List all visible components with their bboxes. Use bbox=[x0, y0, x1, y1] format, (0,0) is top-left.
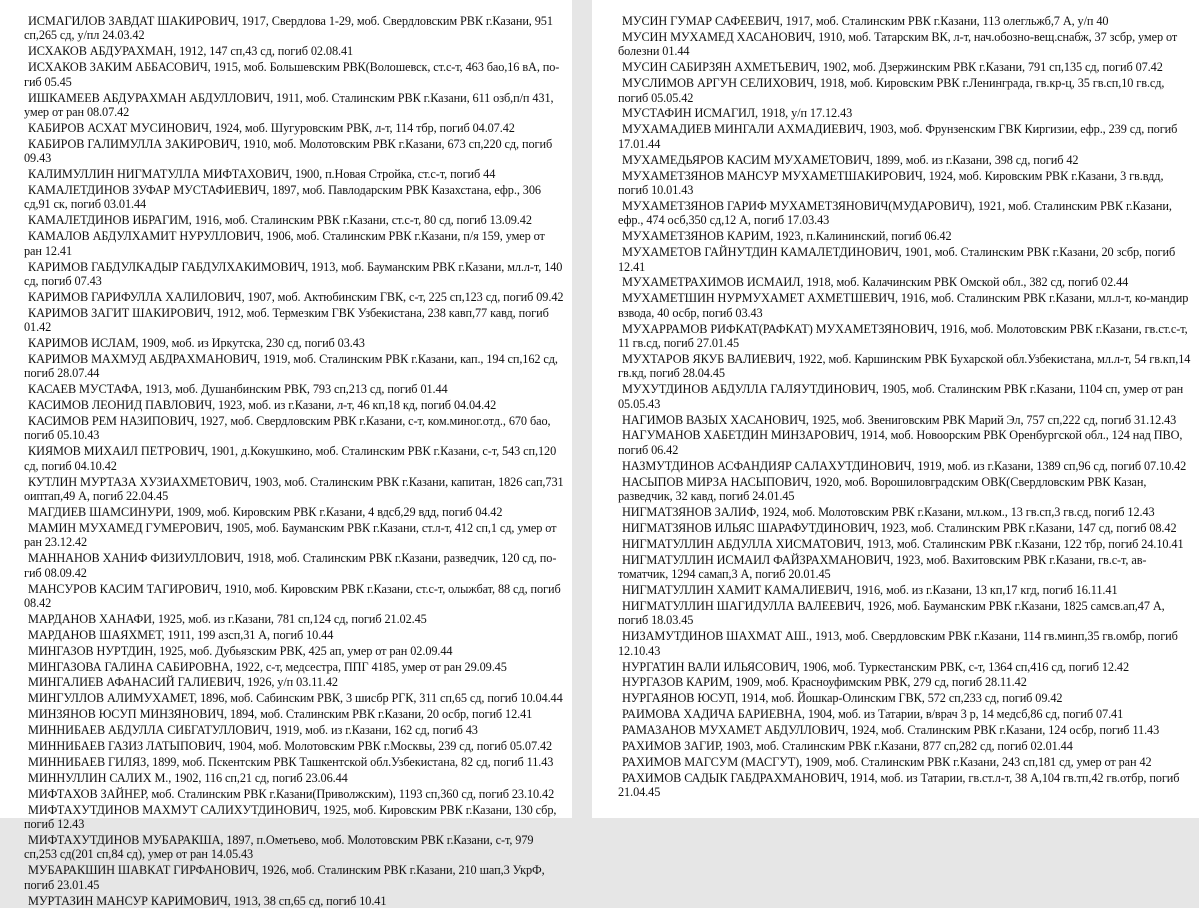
record-entry: МИННИБАЕВ ГАЗИЗ ЛАТЫПОВИЧ, 1904, моб. Молотовским РВК г.Москвы, 239 сд, погиб 05.07.42 bbox=[28, 739, 553, 754]
record-entry: НАГУМАНОВ ХАБЕТДИН МИНЗАРОВИЧ, 1914, моб. Новоорским РВК Оренбургской обл., 124 над ПВО, погиб 06.42 bbox=[618, 428, 1183, 457]
record-entry: МАНСУРОВ КАСИМ ТАГИРОВИЧ, 1910, моб. Кировским РВК г.Казани, ст.с-т, олыжбат, 88 сд, погиб 08.42 bbox=[24, 581, 561, 610]
record-entry: КАСАЕВ МУСТАФА, 1913, моб. Душанбинским РВК, 793 сп,213 сд, погиб 01.44 bbox=[28, 382, 448, 397]
record-entry: КАБИРОВ ГАЛИМУЛЛА ЗАКИРОВИЧ, 1910, моб. Молотовским РВК г.Казани, 673 сп,220 сд, погиб 09.43 bbox=[24, 136, 553, 166]
page-gap bbox=[572, 0, 592, 818]
record-entry: МИФТАХОВ ЗАЙНЕР, моб. Сталинским РВК г.Казани(Приволжским), 1193 сп,360 сд, погиб 23.10.42 bbox=[28, 786, 555, 801]
record-entry: НИГМАТУЛЛИН ШАГИДУЛЛА ВАЛЕЕВИЧ, 1926, моб. Бауманским РВК г.Казани, 1825 самсв.ап,47 А, погиб 18.03.45 bbox=[618, 598, 1165, 628]
record-entry: НАГИМОВ ВАЗЫХ ХАСАНОВИЧ, 1925, моб. Звениговским РВК Марий Эл, 757 сп,222 сд, погиб 31.12.43 bbox=[622, 412, 1177, 427]
record-entry: КАРИМОВ ЗАГИТ ШАКИРОВИЧ, 1912, моб. Термезким ГВК Узбекистана, 238 кавп,77 кавд, погиб 01.42 bbox=[24, 305, 549, 335]
record-entry: МУХАРРАМОВ РИФКАТ(РАФКАТ) МУХАМЕТЗЯНОВИЧ, 1916, моб. Молотовским РВК г.Казани, гв.ст.с-т, 11 гв.сд, погиб 27.01.45 bbox=[618, 321, 1188, 351]
record-entry: МУХАМЕДЬЯРОВ КАСИМ МУХАМЕТОВИЧ, 1899, моб. из г.Казани, 398 сд, погиб 42 bbox=[622, 152, 1079, 167]
record-entry: МИФТАХУТДИНОВ МУБАРАКША, 1897, п.Ометьево, моб. Молотовским РВК г.Казани, с-т, 979 сп,253 сд(201 сп,84 сд), умер от ран 14.05.43 bbox=[24, 833, 534, 862]
record-entry: МУХАМЕТЗЯНОВ КАРИМ, 1923, п.Калининский, погиб 06.42 bbox=[622, 229, 952, 244]
record-entry: МАННАНОВ ХАНИФ ФИЗИУЛЛОВИЧ, 1918, моб. Сталинским РВК г.Казани, разведчик, 120 сд, по-гиб 08.09.42 bbox=[24, 551, 557, 580]
record-entry: РАИМОВА ХАДИЧА БАРИЕВНА, 1904, моб. из Татарии, в/врач 3 р, 14 медсб,86 сд, погиб 07.41 bbox=[622, 707, 1124, 722]
record-entry: МАРДАНОВ ШАЯХМЕТ, 1911, 199 азсп,31 А, погиб 10.44 bbox=[28, 627, 334, 642]
record-entry: МУХАМАДИЕВ МИНГАЛИ АХМАДИЕВИЧ, 1903, моб. Фрунзенским ГВК Киргизии, ефр., 239 сд, погиб 17.01.44 bbox=[618, 122, 1178, 151]
record-entry: КАЛИМУЛЛИН НИГМАТУЛЛА МИФТАХОВИЧ, 1900, п.Новая Стройка, ст.с-т, погиб 44 bbox=[28, 167, 496, 182]
record-entry: НИГМАТЗЯНОВ ЗАЛИФ, 1924, моб. Молотовским РВК г.Казани, мл.ком., 13 гв.сп,3 гв.сд, погиб 12.43 bbox=[622, 505, 1155, 519]
record-entry: РАХИМОВ САДЫК ГАБДРАХМАНОВИЧ, 1914, моб. из Татарии, гв.ст.л-т, 38 А,104 гв.тп,42 гв.отбр, погиб 21.04.45 bbox=[618, 770, 1180, 800]
record-entry: НИГМАТУЛЛИН ИСМАИЛ ФАЙЗРАХМАНОВИЧ, 1923, моб. Вахитовским РВК г.Казани, гв.с-т, ав-томатчик, 1294 самап,3 А, погиб 20.01.45 bbox=[618, 552, 1147, 582]
record-entry: МУХТАРОВ ЯКУБ ВАЛИЕВИЧ, 1922, моб. Каршинским РВК Бухарской обл.Узбекистана, мл.л-т, 54 гв.кп,14 гв.кд, погиб 28.04.45 bbox=[618, 351, 1191, 381]
record-entry: КУТЛИН МУРТАЗА ХУЗИАХМЕТОВИЧ, 1903, моб. Сталинским РВК г.Казани, капитан, 1826 сап,731 оиптап,49 А, погиб 22.04.45 bbox=[24, 474, 564, 504]
record-entry: НИГМАТЗЯНОВ ИЛЬЯС ШАРАФУТДИНОВИЧ, 1923, моб. Сталинским РВК г.Казани, 147 сд, погиб 08.42 bbox=[622, 520, 1177, 535]
record-entry: РАХИМОВ МАГСУМ (МАСГУТ), 1909, моб. Сталинским РВК г.Казани, 243 сп,181 сд, умер от ран 42 bbox=[622, 755, 1152, 769]
record-entry: МУХАМЕТЗЯНОВ ГАРИФ МУХАМЕТЗЯНОВИЧ(МУДАРОВИЧ), 1921, моб. Сталинским РВК г.Казани, ефр., 474 осб,350 сд,12 А, погиб 17.03.43 bbox=[618, 198, 1172, 228]
record-entry: ИСХАКОВ ЗАКИМ АББАСОВИЧ, 1915, моб. Большевским РВК(Волошевск, ст.с-т, 463 бао,16 вА, по-гиб 05.45 bbox=[24, 60, 560, 89]
record-entry: МУСЛИМОВ АРГУН СЕЛИХОВИЧ, 1918, моб. Кировским РВК г.Ленинграда, гв.кр-ц, 35 гв.сп,10 гв.сд, погиб 05.05.42 bbox=[618, 76, 1165, 105]
record-entry: МУХАМЕТРАХИМОВ ИСМАИЛ, 1918, моб. Калачинским РВК Омской обл., 382 сд, погиб 02.44 bbox=[622, 275, 1129, 290]
record-entry: КАМАЛЕТДИНОВ ЗУФАР МУСТАФИЕВИЧ, 1897, моб. Павлодарским РВК Казахстана, ефр., 306 сд,91 ск, погиб 03.01.44 bbox=[24, 182, 541, 212]
record-entry: НИГМАТУЛЛИН ХАМИТ КАМАЛИЕВИЧ, 1916, моб. из г.Казани, 13 кп,17 кгд, погиб 16.11.41 bbox=[622, 583, 1118, 598]
record-entry: КИЯМОВ МИХАИЛ ПЕТРОВИЧ, 1901, д.Кокушкино, моб. Сталинским РВК г.Казани, с-т, 543 сп,120 сд, погиб 04.10.42 bbox=[24, 444, 557, 473]
record-entry: РАХИМОВ ЗАГИР, 1903, моб. Сталинским РВК г.Казани, 877 сп,282 сд, погиб 02.01.44 bbox=[622, 739, 1073, 754]
record-entry: ИШКАМЕЕВ АБДУРАХМАН АБДУЛЛОВИЧ, 1911, моб. Сталинским РВК г.Казани, 611 озб,п/п 431, умер от ран 08.07.42 bbox=[24, 90, 554, 119]
record-entry: КАСИМОВ РЕМ НАЗИПОВИЧ, 1927, моб. Свердловским РВК г.Казани, с-т, ком.миног.отд., 670 бао, погиб 05.10.43 bbox=[24, 414, 551, 443]
record-entry: КАМАЛОВ АБДУЛХАМИТ НУРУЛЛОВИЧ, 1906, моб. Сталинским РВК г.Казани, п/я 159, умер от ран 12.41 bbox=[24, 229, 545, 258]
record-entry: КАМАЛЕТДИНОВ ИБРАГИМ, 1916, моб. Сталинским РВК г.Казани, ст.с-т, 80 сд, погиб 13.09.42 bbox=[28, 213, 532, 228]
record-entry: КАРИМОВ ГАРИФУЛЛА ХАЛИЛОВИЧ, 1907, моб. Актюбинским ГВК, с-т, 225 сп,123 сд, погиб 09.42 bbox=[28, 289, 564, 304]
record-entry: КАРИМОВ ИСЛАМ, 1909, моб. из Иркутска, 230 сд, погиб 03.43 bbox=[28, 336, 365, 351]
record-entry: НУРГАЯНОВ ЮСУП, 1914, моб. Йошкар-Олинским ГВК, 572 сп,233 сд, погиб 09.42 bbox=[622, 691, 1063, 706]
record-entry: МИНГАЗОВ НУРТДИН, 1925, моб. Дубьязским РВК, 425 ап, умер от ран 02.09.44 bbox=[28, 643, 453, 658]
record-entry: МУХАМЕТЗЯНОВ МАНСУР МУХАМЕТШАКИРОВИЧ, 1924, моб. Кировским РВК г.Казани, 3 гв.вдд, погиб 10.01.43 bbox=[618, 168, 1164, 197]
record-entry: МИННУЛЛИН САЛИХ М., 1902, 116 сп,21 сд, погиб 23.06.44 bbox=[28, 770, 348, 785]
document-page-right bbox=[592, 0, 1199, 818]
record-entry: КАРИМОВ МАХМУД АБДРАХМАНОВИЧ, 1919, моб. Сталинским РВК г.Казани, кап., 194 сп,162 сд, погиб 28.07.44 bbox=[24, 351, 558, 381]
record-entry: НИГМАТУЛЛИН АБДУЛЛА ХИСМАТОВИЧ, 1913, моб. Сталинским РВК г.Казани, 122 тбр, погиб 24.10.41 bbox=[622, 536, 1184, 551]
record-entry: НИЗАМУТДИНОВ ШАХМАТ АШ., 1913, моб. Свердловским РВК г.Казани, 114 гв.минп,35 гв.омбр, погиб 12.10.43 bbox=[618, 629, 1178, 658]
record-entry: ИСМАГИЛОВ ЗАВДАТ ШАКИРОВИЧ, 1917, Свердлова 1-29, моб. Свердловским РВК г.Казани, 951 сп,265 сд, у/пл 24.03.42 bbox=[24, 14, 553, 43]
record-entry: МИНГАЛИЕВ АФАНАСИЙ ГАЛИЕВИЧ, 1926, у/п 03.11.42 bbox=[28, 675, 338, 690]
record-entry: МИННИБАЕВ ГИЛЯЗ, 1899, моб. Пскентским РВК Ташкентской обл.Узбекистана, 82 сд, погиб 11.43 bbox=[28, 755, 554, 769]
record-entry: НАСЫПОВ МИРЗА НАСЫПОВИЧ, 1920, моб. Ворошиловградским ОВК(Свердловским РВК Казан, разведчик, 32 кавд, погиб 24.01.45 bbox=[618, 474, 1147, 504]
record-entry: МИННИБАЕВ АБДУЛЛА СИБГАТУЛЛОВИЧ, 1919, моб. из г.Казани, 162 сд, погиб 43 bbox=[28, 723, 478, 738]
record-entry: МУСТАФИН ИСМАГИЛ, 1918, у/п 17.12.43 bbox=[622, 106, 853, 121]
record-entry: МИНЗЯНОВ ЮСУП МИНЗЯНОВИЧ, 1894, моб. Сталинским РВК г.Казани, 20 осбр, погиб 12.41 bbox=[28, 707, 533, 722]
record-entry: РАМАЗАНОВ МУХАМЕТ АБДУЛЛОВИЧ, 1924, моб. Сталинским РВК г.Казани, 124 осбр, погиб 11.43 bbox=[622, 723, 1160, 738]
record-entry: КАРИМОВ ГАБДУЛКАДЫР ГАБДУЛХАКИМОВИЧ, 1913, моб. Бауманским РВК г.Казани, мл.л-т, 140 сд, погиб 07.43 bbox=[24, 259, 563, 288]
record-entry: МУБАРАКШИН ШАВКАТ ГИРФАНОВИЧ, 1926, моб. Сталинским РВК г.Казани, 210 шап,3 УкрФ, погиб 23.01.45 bbox=[24, 863, 545, 892]
record-entry: МУРТАЗИН МАНСУР КАРИМОВИЧ, 1913, 38 сп,65 сд, погиб 10.41 bbox=[28, 893, 387, 908]
record-entry: КАБИРОВ АСХАТ МУСИНОВИЧ, 1924, моб. Шугуровским РВК, л-т, 114 тбр, погиб 04.07.42 bbox=[28, 120, 515, 135]
record-entry: МАГДИЕВ ШАМСИНУРИ, 1909, моб. Кировским РВК г.Казани, 4 вдсб,29 вдд, погиб 04.42 bbox=[28, 505, 503, 519]
record-entry: МАРДАНОВ ХАНАФИ, 1925, моб. из г.Казани, 781 сп,124 сд, погиб 21.02.45 bbox=[28, 611, 427, 626]
document-page-left bbox=[0, 0, 572, 908]
record-entry: МУХУТДИНОВ АБДУЛЛА ГАЛЯУТДИНОВИЧ, 1905, моб. Сталинским РВК г.Казани, 1104 сп, умер от ран 05.05.43 bbox=[618, 382, 1184, 411]
record-entry: ИСХАКОВ АБДУРАХМАН, 1912, 147 сп,43 сд, погиб 02.08.41 bbox=[28, 44, 354, 59]
record-entry: НУРГАТИН ВАЛИ ИЛЬЯСОВИЧ, 1906, моб. Туркестанским РВК, с-т, 1364 сп,416 сд, погиб 12.42 bbox=[622, 659, 1130, 674]
record-entry: МИНГУЛЛОВ АЛИМУХАМЕТ, 1896, моб. Сабинским РВК, 3 шисбр РГК, 311 сп,65 сд, погиб 10.04.44 bbox=[28, 691, 563, 706]
record-entry: МУХАМЕТШИН НУРМУХАМЕТ АХМЕТШЕВИЧ, 1916, моб. Сталинским РВК г.Казани, мл.л-т, ко-мандир взвода, 40 осбр, погиб 03.43 bbox=[618, 291, 1189, 320]
record-entry: КАСИМОВ ЛЕОНИД ПАВЛОВИЧ, 1923, моб. из г.Казани, л-т, 46 кп,18 кд, погиб 04.04.42 bbox=[28, 398, 497, 413]
record-entry: МАМИН МУХАМЕД ГУМЕРОВИЧ, 1905, моб. Бауманским РВК г.Казани, ст.л-т, 412 сп,1 сд, умер от ран 23.12.42 bbox=[24, 520, 557, 550]
record-entry: МУСИН ГУМАР САФЕЕВИЧ, 1917, моб. Сталинским РВК г.Казани, 113 олегльжб,7 А, у/п 40 bbox=[622, 14, 1109, 28]
record-entry: НАЗМУТДИНОВ АСФАНДИЯР САЛАХУТДИНОВИЧ, 1919, моб. из г.Казани, 1389 сп,96 сд, погиб 07.10.42 bbox=[622, 458, 1187, 473]
record-entry: НУРГАЗОВ КАРИМ, 1909, моб. Красноуфимским РВК, 279 сд, погиб 28.11.42 bbox=[622, 675, 1027, 690]
record-entry: МИНГАЗОВА ГАЛИНА САБИРОВНА, 1922, с-т, медсестра, ППГ 4185, умер от ран 29.09.45 bbox=[28, 659, 507, 674]
record-entry: МУХАМЕТОВ ГАЙНУТДИН КАМАЛЕТДИНОВИЧ, 1901, моб. Сталинским РВК г.Казани, 20 зсбр, погиб 12.41 bbox=[618, 245, 1176, 274]
record-entry: МУСИН САБИРЗЯН АХМЕТЬЕВИЧ, 1902, моб. Дзержинским РВК г.Казани, 791 сп,135 сд, погиб 07.42 bbox=[622, 60, 1163, 75]
record-entry: МИФТАХУТДИНОВ МАХМУТ САЛИХУТДИНОВИЧ, 1925, моб. Кировским РВК г.Казани, 130 сбр, погиб 12.43 bbox=[24, 802, 557, 832]
record-entry: МУСИН МУХАМЕД ХАСАНОВИЧ, 1910, моб. Татарским ВК, л-т, нач.обозно-вещ.снабж, 37 зсбр, умер от болезни 01.44 bbox=[618, 29, 1178, 59]
